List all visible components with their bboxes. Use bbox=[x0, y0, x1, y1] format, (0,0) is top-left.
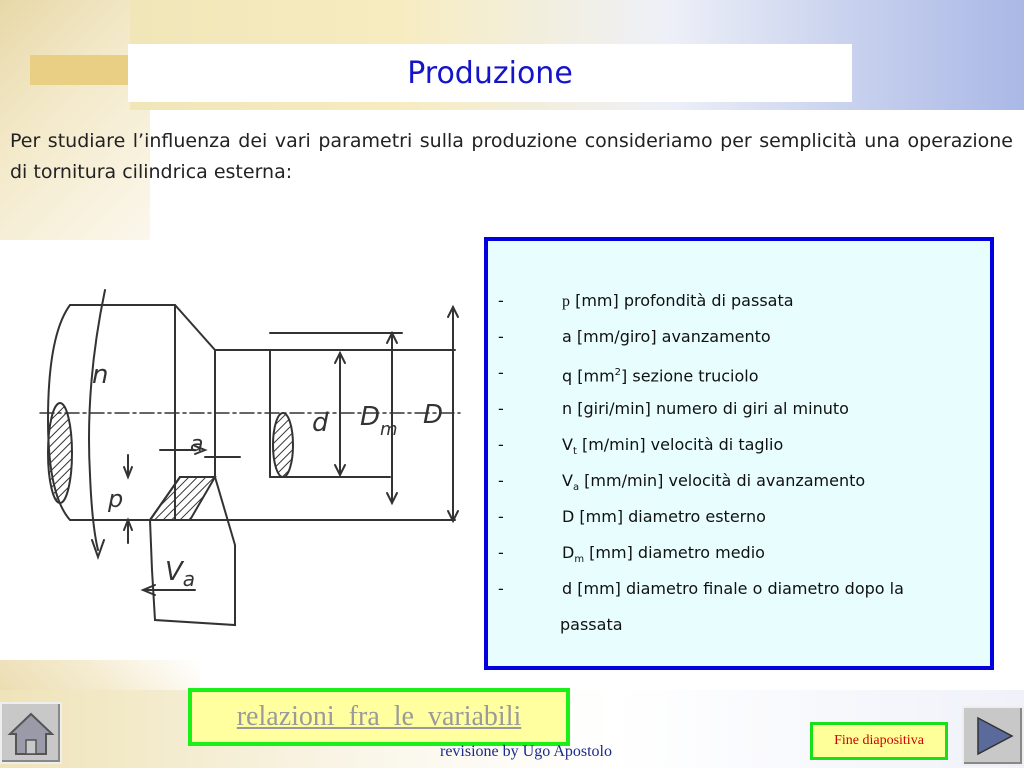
label-dm: $D_m$ bbox=[360, 402, 398, 440]
legend-dash: - bbox=[498, 507, 504, 526]
label-n: n bbox=[92, 360, 109, 390]
legend-dash: - bbox=[498, 399, 504, 418]
legend-symbol: p bbox=[562, 293, 570, 310]
relations-link-box[interactable] bbox=[188, 688, 570, 746]
legend-item bbox=[498, 391, 990, 427]
background-decoration-left bbox=[0, 0, 150, 240]
legend-item bbox=[498, 535, 990, 571]
section-right bbox=[273, 413, 293, 477]
legend-item bbox=[498, 463, 990, 499]
label-d: d bbox=[312, 408, 329, 438]
label-va: $V_a$ bbox=[165, 557, 196, 591]
legend-dash: - bbox=[498, 543, 504, 562]
legend-text: $D_m$ [mm] diametro medio bbox=[562, 543, 765, 566]
label-p: p bbox=[108, 485, 124, 513]
home-icon bbox=[2, 704, 60, 762]
chip-section bbox=[150, 477, 215, 520]
legend-list bbox=[488, 241, 990, 643]
relations-link[interactable]: relazioni_fra_le_variabili bbox=[236, 701, 522, 732]
legend-text: $V_a$ [mm/min] velocità di avanzamento bbox=[562, 471, 866, 494]
legend-text: $V_t$ [m/min] velocità di taglio bbox=[562, 435, 784, 458]
legend-dash: - bbox=[498, 327, 504, 346]
arrow-right-icon bbox=[964, 708, 1022, 764]
legend-item bbox=[498, 571, 990, 607]
legend-text: D [mm] diametro esterno bbox=[562, 507, 766, 526]
home-button[interactable] bbox=[0, 702, 62, 764]
next-slide-button[interactable] bbox=[962, 706, 1024, 766]
legend-dash: - bbox=[498, 579, 504, 598]
intro-paragraph: Per studiare l’influenza dei vari parametri sulla produzione consideriamo per semplicità una operazione di tornitura cilindrica esterna: bbox=[10, 130, 1013, 183]
legend-dash: - bbox=[498, 471, 504, 490]
legend-text: a [mm/giro] avanzamento bbox=[562, 327, 771, 346]
legend-item bbox=[498, 355, 990, 391]
legend-item bbox=[498, 607, 990, 643]
slide-title: Produzione bbox=[407, 55, 573, 91]
legend-box bbox=[484, 237, 994, 670]
label-a: a bbox=[190, 432, 204, 457]
legend-item bbox=[498, 427, 990, 463]
legend-dash: - bbox=[498, 291, 504, 310]
end-slide-button[interactable]: Fine diapositiva bbox=[810, 722, 948, 760]
legend-text: [mm] profondità di passata bbox=[575, 291, 794, 310]
legend-text: n [giri/min] numero di giri al minuto bbox=[562, 399, 849, 418]
legend-item bbox=[498, 319, 990, 355]
rotation-arrow bbox=[89, 290, 105, 550]
section-left bbox=[48, 403, 72, 503]
label-D: D bbox=[423, 400, 444, 430]
legend-text: passata bbox=[560, 615, 623, 634]
slide-title-box bbox=[128, 44, 852, 102]
legend-item bbox=[498, 283, 990, 319]
turning-diagram bbox=[30, 245, 470, 665]
legend-text: d [mm] diametro finale o diametro dopo la bbox=[562, 579, 904, 598]
legend-dash: - bbox=[498, 363, 504, 382]
credit-text: revisione by Ugo Apostolo bbox=[440, 743, 612, 760]
legend-item bbox=[498, 499, 990, 535]
legend-dash: - bbox=[498, 435, 504, 454]
legend-text: q $[mm^2]$ sezione truciolo bbox=[562, 366, 759, 386]
